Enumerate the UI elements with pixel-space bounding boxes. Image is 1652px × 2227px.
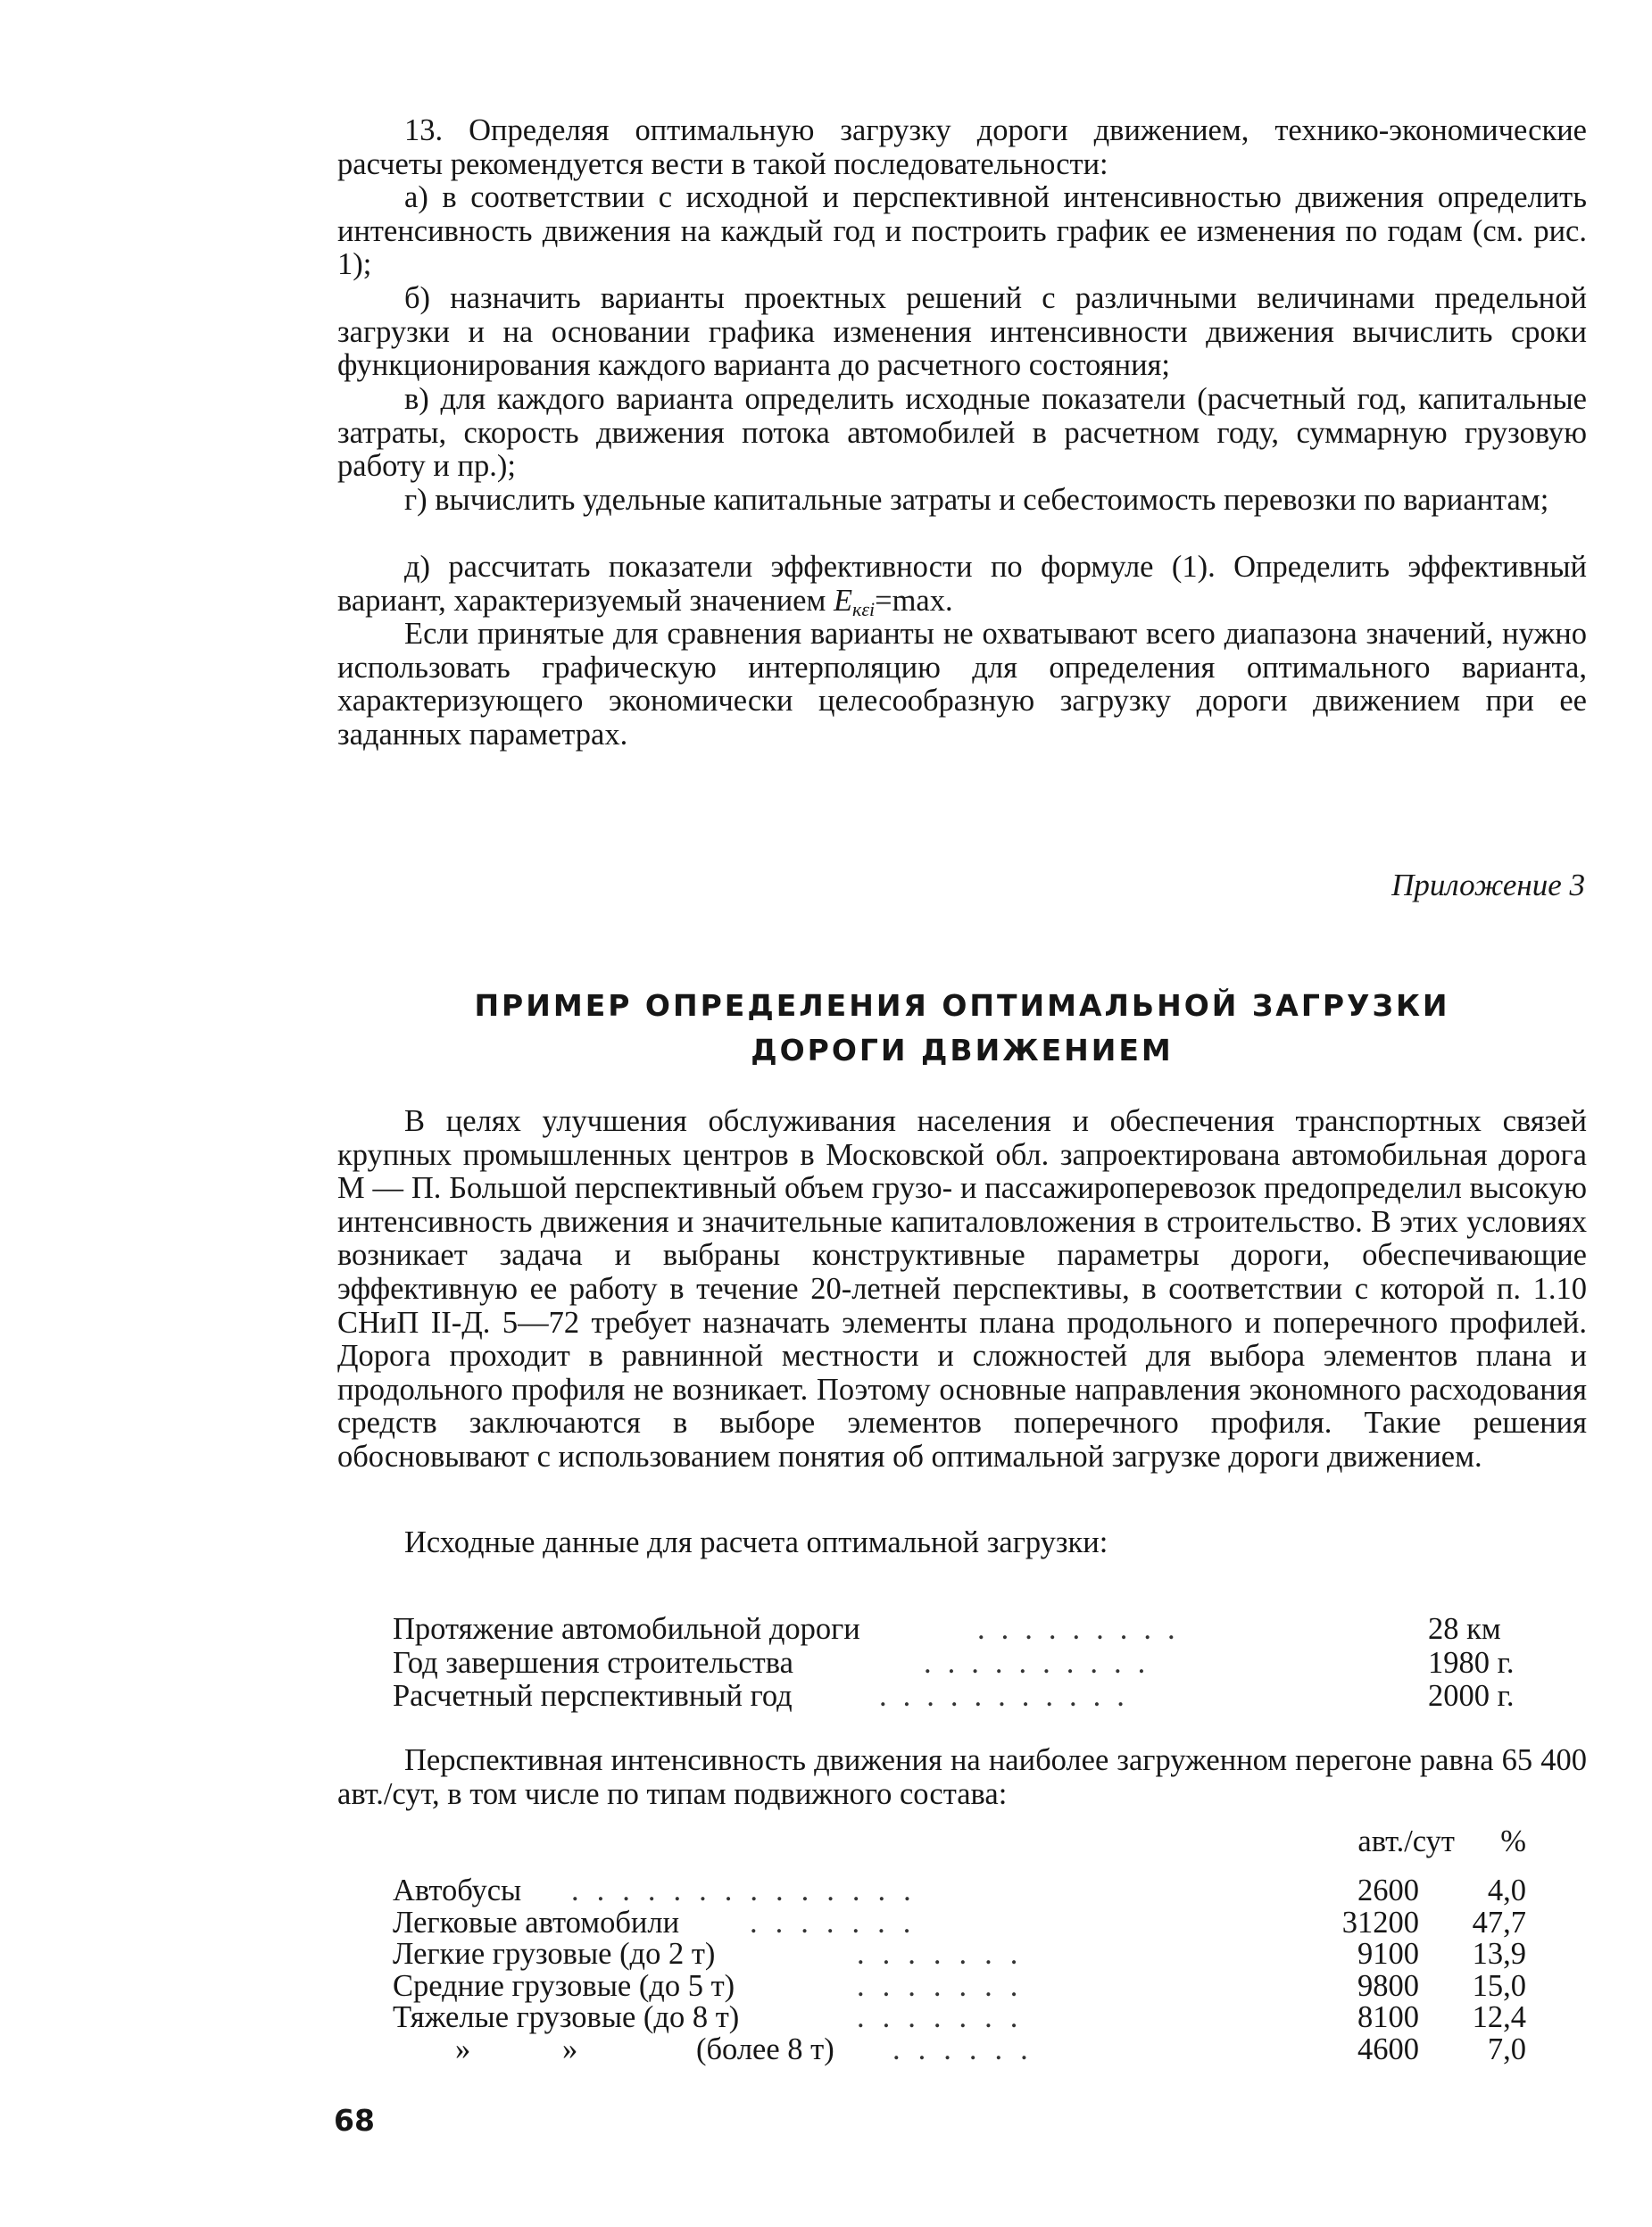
leader-dots: ......... bbox=[977, 1612, 1191, 1646]
vehicles-per-day: 4600 bbox=[1357, 2032, 1419, 2066]
table-row bbox=[393, 1969, 1553, 2001]
column-header-units: авт./сут bbox=[1357, 1824, 1455, 1858]
step-d bbox=[337, 551, 1587, 626]
table-header bbox=[393, 1824, 1553, 1874]
appendix-label: Приложение 3 bbox=[1391, 868, 1585, 902]
leader-dots: .............. bbox=[571, 1874, 929, 1907]
leader-dots: ....... bbox=[750, 1905, 929, 1940]
share-percent: 47,7 bbox=[1472, 1905, 1526, 1940]
initial-data-label: Расчетный перспективный год bbox=[393, 1679, 793, 1713]
heading-line-1: ПРИМЕР ОПРЕДЕЛЕНИЯ ОПТИМАЛЬНОЙ ЗАГРУЗКИ bbox=[474, 988, 1450, 1023]
table-row bbox=[393, 2000, 1553, 2032]
initial-data-row bbox=[393, 1646, 1526, 1680]
leader-dots: ....... bbox=[857, 1937, 1036, 1971]
initial-data-row bbox=[393, 1612, 1526, 1646]
initial-data-label: Протяжение автомобильной дороги bbox=[393, 1612, 860, 1646]
table-row bbox=[393, 1937, 1553, 1969]
vehicles-per-day: 31200 bbox=[1341, 1905, 1419, 1940]
share-percent: 13,9 bbox=[1472, 1937, 1526, 1971]
section-13-intro: 13. Определяя оптимальную загрузку дороги движением, технико-экономические расчеты рекомендуется вести в такой последовательности: bbox=[337, 113, 1587, 181]
share-percent: 7,0 bbox=[1487, 2032, 1526, 2066]
leader-dots: ...... bbox=[892, 2032, 1046, 2066]
initial-data-list bbox=[393, 1612, 1526, 1713]
step-v: в) для каждого варианта определить исходные показатели (расчетный год, капитальные затраты, скорость движения потока автомобилей в расчетном году, суммарную грузовую работу и пр.); bbox=[337, 382, 1587, 484]
table-row bbox=[393, 1874, 1553, 1906]
initial-data-value: 1980 г. bbox=[1428, 1645, 1515, 1680]
formula-e: E bbox=[833, 583, 853, 618]
vehicle-type: Легковые автомобили bbox=[393, 1905, 680, 1940]
initial-data-value: 2000 г. bbox=[1428, 1679, 1515, 1713]
share-percent: 12,4 bbox=[1472, 2000, 1526, 2034]
ditto-mark: » bbox=[455, 2032, 471, 2066]
vehicle-type: Тяжелые грузовые (до 8 т) bbox=[393, 2000, 740, 2034]
heading-line-2: ДОРОГИ ДВИЖЕНИЕМ bbox=[751, 1033, 1174, 1068]
leader-dots: .......... bbox=[924, 1645, 1162, 1680]
step-d-text: д) рассчитать показатели эффективности по формуле (1). Определить эффективный вариант, характеризуемый значением bbox=[337, 550, 1587, 618]
leader-dots: ....... bbox=[857, 1968, 1036, 2003]
share-percent: 15,0 bbox=[1472, 1968, 1526, 2003]
leader-dots: ........... bbox=[879, 1679, 1141, 1713]
vehicles-per-day: 9100 bbox=[1357, 1937, 1419, 1971]
column-header-percent: % bbox=[1500, 1824, 1526, 1858]
intensity-paragraph: Перспективная интенсивность движения на наиболее загруженном перегоне равна 65 400 авт./сут, в том числе по типам подвижного состава: bbox=[337, 1743, 1587, 1811]
example-paragraph: В целях улучшения обслуживания населения и обеспечения транспортных связей крупных промышленных центров в Московской обл. запроектирована автомобильная дорога М — П. Большой перспективный объем грузо- и пассажироперевозок предопределил высокую интенсивность движения и значительные капиталовложения в строительство. В этих условиях возникает задача и выбраны конструктивные параметры дороги, обеспечивающие эффективную ее работу в течение 20-летней перспективы, в соответствии с которой п. 1.10 СНиП II-Д. 5—72 требует назначать элементы плана продольного и поперечного профилей. Дорога проходит в равнинной местности и сложностей для выбора элементов плана и продольного профиля не возникает. Поэтому основные направления экономного расходования средств заключаются в выборе элементов поперечного профиля. Такие решения обосновывают с использованием понятия об оптимальной загрузке дороги движением. bbox=[337, 1104, 1587, 1474]
formula-subscript: кεi bbox=[852, 597, 876, 620]
traffic-composition-table bbox=[393, 1824, 1553, 2064]
example-heading bbox=[337, 984, 1587, 1073]
step-a: а) в соответствии с исходной и перспективной интенсивностью движения определить интенсивность движения на каждый год и построить график ее изменения по годам (см. рис. 1); bbox=[337, 180, 1587, 282]
vehicle-type: (более 8 т) bbox=[696, 2032, 834, 2066]
initial-data-row bbox=[393, 1679, 1526, 1713]
vehicle-type: Средние грузовые (до 5 т) bbox=[393, 1968, 735, 2003]
leader-dots: ....... bbox=[857, 2000, 1036, 2034]
closing-paragraph: Если принятые для сравнения варианты не охватывают всего диапазона значений, нужно использовать графическую интерполяцию для определения оптимального варианта, характеризующего экономически целесообразную загрузку дороги движением при ее заданных параметрах. bbox=[337, 617, 1587, 752]
table-row bbox=[393, 2032, 1553, 2065]
vehicle-type: Автобусы bbox=[393, 1874, 522, 1907]
ditto-mark: » bbox=[562, 2032, 578, 2066]
vehicle-type: Легкие грузовые (до 2 т) bbox=[393, 1937, 716, 1971]
formula-tail: =max. bbox=[875, 583, 953, 618]
vehicles-per-day: 9800 bbox=[1357, 1968, 1419, 2003]
page-number: 68 bbox=[334, 2103, 375, 2138]
initial-data-value: 28 км bbox=[1428, 1612, 1501, 1646]
initial-data-label: Год завершения строительства bbox=[393, 1645, 793, 1680]
vehicles-per-day: 2600 bbox=[1357, 1874, 1419, 1907]
vehicles-per-day: 8100 bbox=[1357, 2000, 1419, 2034]
initial-data-intro: Исходные данные для расчета оптимальной загрузки: bbox=[404, 1525, 1108, 1559]
step-g: г) вычислить удельные капитальные затраты и себестоимость перевозки по вариантам; bbox=[404, 483, 1549, 517]
share-percent: 4,0 bbox=[1487, 1874, 1526, 1907]
table-row bbox=[393, 1906, 1553, 1938]
step-b: б) назначить варианты проектных решений с различными величинами предельной загрузки и на основании графика изменения интенсивности движения вычислить сроки функционирования каждого варианта до расчетного состояния; bbox=[337, 281, 1587, 383]
